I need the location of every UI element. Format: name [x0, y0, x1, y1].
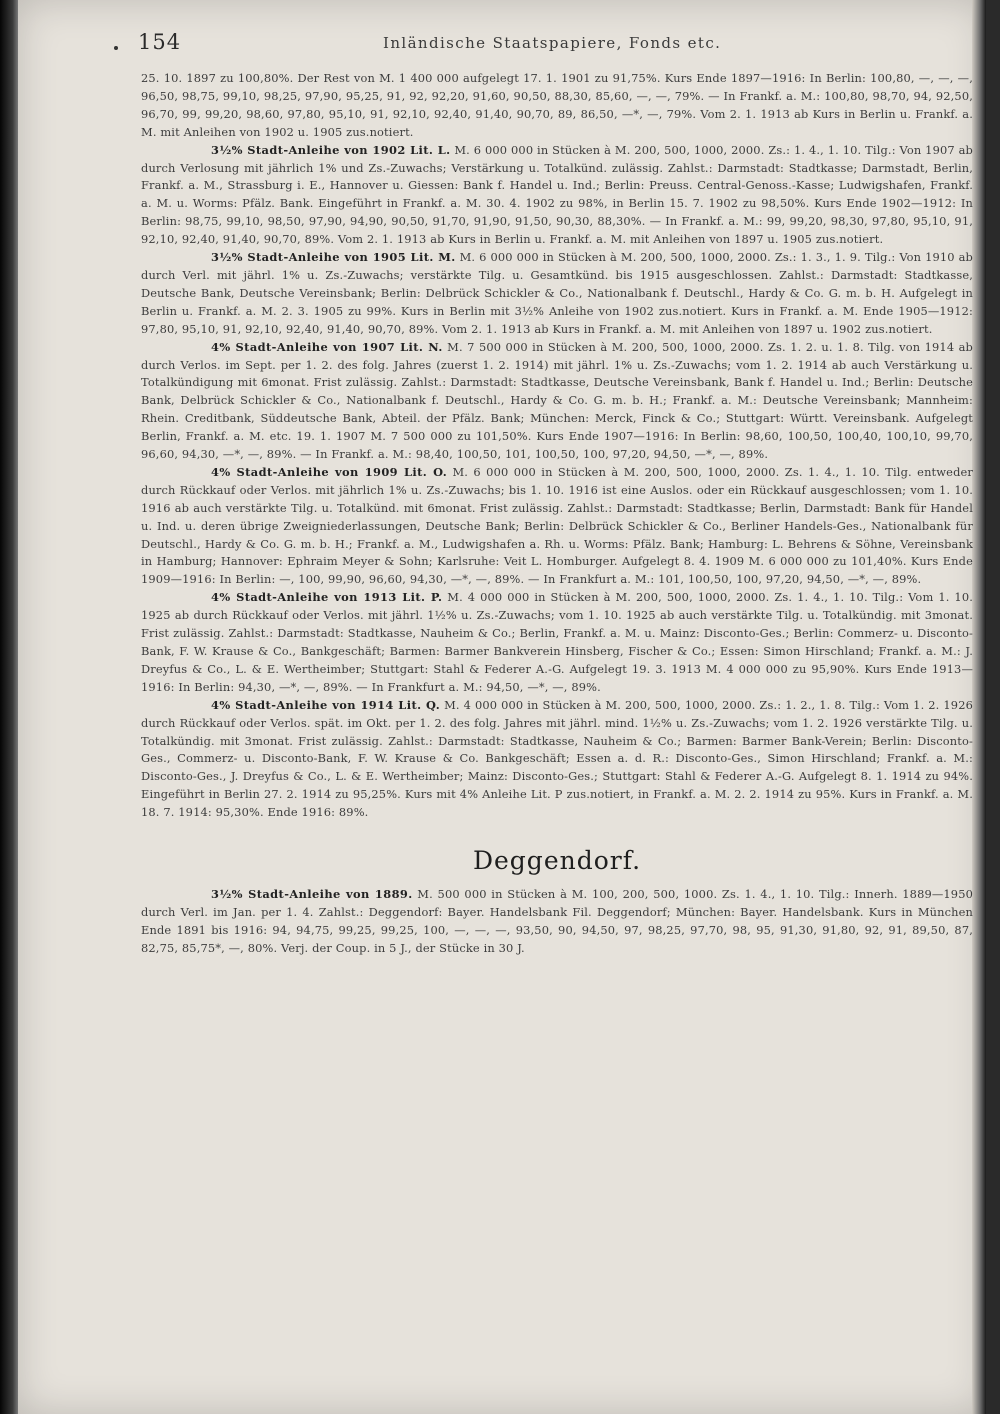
- paragraph-text: 25. 10. 1897 zu 100,80%. Der Rest von M. 1 400 000 aufgelegt 17. 1. 1901 zu 91,75%. Kurs Ende 1897—1916: In Berlin: 100,80, —, —, —, 96,50, 98,75, 99,10, 98,25, 97,90, 95,25, 91, 92, 92,20, 91,60, 90,50, 88,30, 85,60, —, —, 79%. — In Frankf. a. M.: 100,80, 98,70, 94, 92,50, 96,70, 99, 99,20, 98,60, 97,80, 95,10, 91, 92,10, 92,40, 91,40, 90,70, 89, 86,50, —*, —, 79%. Vom 2. 1. 1913 ab Kurs in Berlin u. Frankf. a. M. mit Anleihen von 1902 u. 1905 zus.notiert.: [141, 71, 973, 139]
- scan-left-edge: [0, 0, 18, 1414]
- entry-text: M. 6 000 000 in Stücken à M. 200, 500, 1000, 2000. Zs.: 1. 4., 1. 10. Tilg.: Von 1907 ab durch Verlosung mit jährlich 1% und Zs.-Zuwachs; Verstärkung u. Totalkünd. zulässig. Zahlst.: Darmstadt: Stadtkasse; Darmstadt, Berlin, Frankf. a. M., Strassburg i. E., Hannover u. Giessen: Bank f. Handel u. Ind.; Berlin: Preuss. Central-Genoss.-Kasse; Ludwigshafen, Frankf. a. M. u. Worms: Pfälz. Bank. Eingeführt in Frankf. a. M. 30. 4. 1902 zu 98%, in Berlin 15. 7. 1902 zu 98,50%. Kurs Ende 1902—1912: In Berlin: 98,75, 99,10, 98,50, 97,90, 94,90, 90,50, 91,70, 91,90, 91,50, 90,30, 88,30%. — In Frankf. a. M.: 99, 99,20, 98,30, 97,80, 95,10, 91, 92,10, 92,40, 91,40, 90,70, 89%. Vom 2. 1. 1913 ab Kurs in Berlin u. Frankf. a. M. mit Anleihen von 1897 u. 1905 zus.notiert.: [141, 142, 973, 247]
- paragraph-continuation: [141, 70, 973, 142]
- document-page: [18, 0, 986, 1414]
- loan-entry-lit-n: [141, 339, 973, 464]
- entry-text: M. 500 000 in Stücken à M. 100, 200, 500, 1000. Zs. 1. 4., 1. 10. Tilg.: Innerh. 1889—1950 durch Verl. im Jan. per 1. 4. Zahlst.: Deggendorf: Bayer. Handelsbank Fil. Deggendorf; München: Bayer. Handelsbank. Kurs in München Ende 1891 bis 1916: 94, 94,75, 99,25, 99,25, 100, —, —, —, 93,50, 90, 94,50, 97, 98,25, 97,70, 98, 95, 91,30, 91,80, 92, 91, 89,50, 87, 82,75, 85,75*, —, 80%. Verj. der Coup. in 5 J., der Stücke in 30 J.: [141, 886, 973, 955]
- loan-entry-deggendorf-1889: [141, 886, 973, 958]
- loan-entry-lit-m: [141, 249, 973, 339]
- scan-right-edge: [972, 0, 986, 1414]
- loan-entry-lit-l: [141, 142, 973, 249]
- page-body: [141, 70, 973, 958]
- entry-heading: 4% Stadt-Anleihe von 1913 Lit. P.: [211, 590, 443, 605]
- entry-text: M. 6 000 000 in Stücken à M. 200, 500, 1000, 2000. Zs. 1. 4., 1. 10. Tilg. entweder durch Rückkauf oder Verlos. mit jährlich 1% u. Zs.-Zuwachs; bis 1. 10. 1916 ist eine Auslos. oder ein Rückkauf ausgeschlossen; vom 1. 10. 1916 ab auch verstärkte Tilg. u. Totalkünd. mit 6monat. Frist zulässig. Zahlst.: Darmstadt: Stadtkasse; Berlin, Darmstadt: Bank für Handel u. Ind. u. deren übrige Zweigniederlassungen, Deutsche Bank; Berlin: Delbrück Schickler & Co., Berliner Handels-Ges., Nationalbank für Deutschl., Hardy & Co. G. m. b. H.; Frankf. a. M., Ludwigshafen a. Rh. u. Worms: Pfälz. Bank; Hamburg: L. Behrens & Söhne, Vereinsbank in Hamburg; Hannover: Ephraim Meyer & Sohn; Karlsruhe: Veit L. Homburger. Aufgelegt 8. 4. 1909 M. 6 000 000 zu 101,40%. Kurs Ende 1909—1916: In Berlin: —, 100, 99,90, 96,60, 94,30, —*, —, 89%. — In Frankfurt a. M.: 101, 100,50, 100, 97,20, 94,50, —*, —, 89%.: [141, 464, 973, 587]
- entry-text: M. 6 000 000 in Stücken à M. 200, 500, 1000, 2000. Zs.: 1. 3., 1. 9. Tilg.: Von 1910 ab durch Verl. mit jährl. 1% u. Zs.-Zuwachs; verstärkte Tilg. u. Gesamtkünd. bis 1915 ausgeschlossen. Zahlst.: Darmstadt: Stadtkasse, Deutsche Bank, Deutsche Vereinsbank; Berlin: Delbrück Schickler & Co., Nationalbank f. Deutschl., Hardy & Co. G. m. b. H. Aufgelegt in Berlin u. Frankf. a. M. 2. 3. 1905 zu 99%. Kurs in Berlin mit 3½% Anleihe von 1902 zus.notiert. Kurs in Frankf. a. M. Ende 1905—1912: 97,80, 95,10, 91, 92,10, 92,40, 91,40, 90,70, 89%. Vom 2. 1. 1913 ab Kurs in Frankf. a. M. mit Anleihen von 1897 u. 1902 zus.notiert.: [141, 250, 973, 336]
- entry-heading: 4% Stadt-Anleihe von 1907 Lit. N.: [211, 339, 443, 354]
- entry-text: M. 7 500 000 in Stücken à M. 200, 500, 1000, 2000. Zs. 1. 2. u. 1. 8. Tilg. von 1914 ab durch Verlos. im Sept. per 1. 2. des folg. Jahres (zuerst 1. 2. 1914) mit jährl. 1% u. Zs.-Zuwachs; vom 1. 2. 1914 ab auch Verstärkung u. Totalkündigung mit 6monat. Frist zulässig. Zahlst.: Darmstadt: Stadtkasse, Deutsche Vereinsbank, Bank f. Handel u. Ind.; Berlin: Deutsche Bank, Delbrück Schickler & Co., Nationalbank f. Deutschl., Hardy & Co. G. m. b. H.; Frankf. a. M.: Deutsche Vereinsbank; Mannheim: Rhein. Creditbank, Süddeutsche Bank, Abteil. der Pfälz. Bank; München: Merck, Finck & Co.; Stuttgart: Württ. Vereinsbank. Aufgelegt Berlin, Frankf. a. M. etc. 19. 1. 1907 M. 7 500 000 zu 101,50%. Kurs Ende 1907—1916: In Berlin: 98,60, 100,50, 100,40, 100,10, 99,70, 96,60, 94,30, —*, —, 89%. — In Frankf. a. M.: 98,40, 100,50, 101, 100,50, 100, 97,20, 94,50, —*, —, 89%.: [141, 339, 973, 462]
- entry-heading: 3½% Stadt-Anleihe von 1889.: [211, 886, 413, 901]
- entry-text: M. 4 000 000 in Stücken à M. 200, 500, 1000, 2000. Zs.: 1. 2., 1. 8. Tilg.: Vom 1. 2. 1926 durch Rückkauf oder Verlos. spät. im Okt. per 1. 2. des folg. Jahres mit jährl. mind. 1½% u. Zs.-Zuwachs; vom 1. 2. 1926 verstärkte Tilg. u. Totalkündig. mit 3monat. Frist zulässig. Zahlst.: Darmstadt: Stadtkasse, Nauheim & Co.; Barmen: Barmer Bank-Verein; Berlin: Disconto-Ges., Commerz- u. Disconto-Bank, F. W. Krause & Co. Bankgeschäft; Essen a. d. R.: Disconto-Ges., Simon Hirschland; Frankf. a. M.: Disconto-Ges., J. Dreyfus & Co., L. & E. Wertheimber; Mainz: Disconto-Ges.; Stuttgart: Stahl & Federer A.-G. Aufgelegt 8. 1. 1914 zu 94%. Eingeführt in Berlin 27. 2. 1914 zu 95,25%. Kurs mit 4% Anleihe Lit. P zus.notiert, in Frankf. a. M. 2. 2. 1914 zu 95%. Kurs in Frankf. a. M. 18. 7. 1914: 95,30%. Ende 1916: 89%.: [141, 697, 973, 820]
- entry-heading: 3½% Stadt-Anleihe von 1902 Lit. L.: [211, 142, 451, 157]
- running-title: Inländische Staatspapiere, Fonds etc.: [383, 34, 722, 52]
- loan-entry-lit-p: [141, 589, 973, 696]
- scan-speck: [114, 46, 118, 50]
- page-number: 154: [138, 30, 182, 54]
- entry-heading: 3½% Stadt-Anleihe von 1905 Lit. M.: [211, 250, 456, 265]
- loan-entry-lit-o: [141, 464, 973, 589]
- page-header: [138, 30, 926, 60]
- entry-heading: 4% Stadt-Anleihe von 1914 Lit. Q.: [211, 697, 441, 712]
- entry-heading: 4% Stadt-Anleihe von 1909 Lit. O.: [211, 464, 448, 479]
- loan-entry-lit-q: [141, 697, 973, 822]
- entry-text: M. 4 000 000 in Stücken à M. 200, 500, 1000, 2000. Zs. 1. 4., 1. 10. Tilg.: Vom 1. 10. 1925 ab durch Rückkauf oder Verlos. mit jährl. 1½% u. Zs.-Zuwachs; vom 1. 10. 1925 ab auch verstärkte Tilg. u. Totalkündig. mit 3monat. Frist zulässig. Zahlst.: Darmstadt: Stadtkasse, Nauheim & Co.; Berlin, Frankf. a. M. u. Mainz: Disconto-Ges.; Berlin: Commerz- u. Disconto-Bank, F. W. Krause & Co., Bankgeschäft; Barmen: Barmer Bankverein Hinsberg, Fischer & Co.; Essen: Simon Hirschland; Frankf. a. M.: J. Dreyfus & Co., L. & E. Wertheimber; Stuttgart: Stahl & Federer A.-G. Aufgelegt 19. 3. 1913 M. 4 000 000 zu 95,90%. Kurs Ende 1913—1916: In Berlin: 94,30, —*, —, 89%. — In Frankfurt a. M.: 94,50, —*, —, 89%.: [141, 590, 973, 694]
- section-title: Deggendorf.: [472, 846, 642, 876]
